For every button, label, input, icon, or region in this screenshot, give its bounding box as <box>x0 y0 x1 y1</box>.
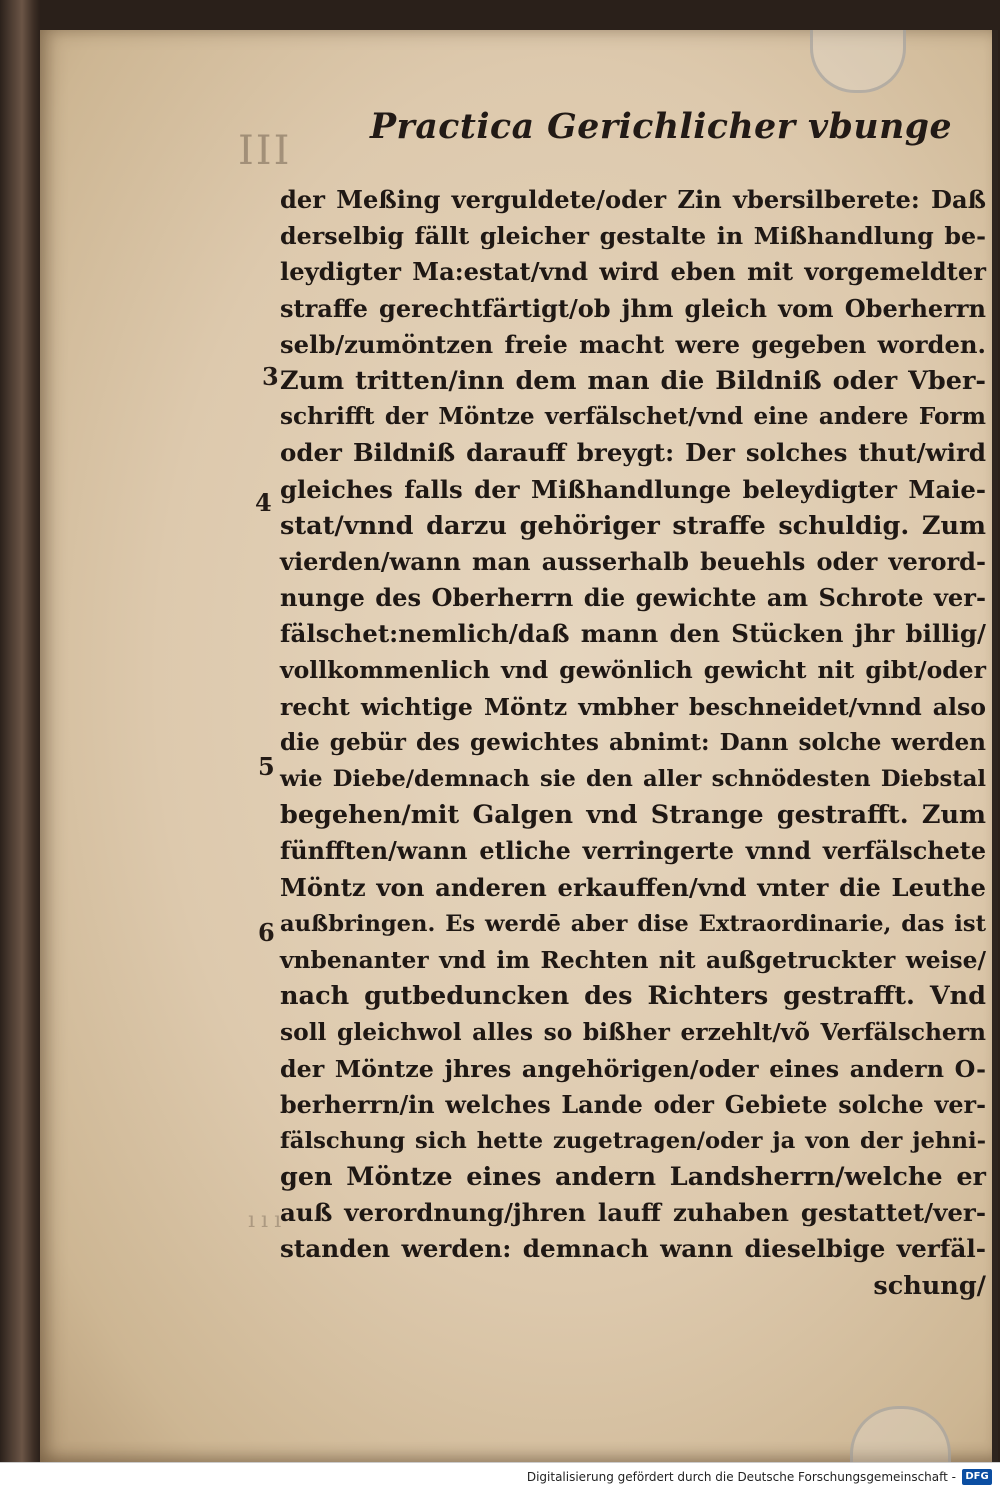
dfg-logo: DFG <box>962 1469 992 1485</box>
text-line: derselbig fällt gleicher gestalte in Mißhandlung be- <box>280 222 986 251</box>
body-text <box>280 182 986 1304</box>
text-line: Möntz von anderen erkauffen/vnd vnter die Leuthe <box>280 872 986 902</box>
text-line: vollkommenlich vnd gewönlich gewicht nit gibt/oder <box>280 656 986 685</box>
text-line: gleiches falls der Mißhandlunge beleydigter Maie- <box>280 474 986 504</box>
running-title: Practica Gerichlicher vbunge <box>370 106 953 147</box>
text-line: die gebür des gewichtes abnimt: Dann solche werden <box>280 728 986 756</box>
folio-number: III <box>238 128 292 174</box>
text-line: oder Bildniß darauff breygt: Der solches thut/wird <box>280 438 986 468</box>
text-line: stat/vnnd darzu gehöriger straffe schuldig. Zum <box>280 510 986 541</box>
text-line: gen Möntze eines andern Landsherrn/welche er <box>280 1162 986 1193</box>
text-line: straffe gerechtfärtigt/ob jhm gleich vom Oberherrn <box>280 293 986 323</box>
text-line: fünfften/wann etliche verringerte vnnd verfälschete <box>280 837 986 866</box>
text-line: recht wichtige Möntz vmbher beschneidet/vnnd also <box>280 692 986 721</box>
text-line: auß verordnung/jhren lauff zuhaben gestattet/ver- <box>280 1198 986 1228</box>
text-line: nach gutbeduncken des Richters gestrafft. Vnd <box>280 981 986 1012</box>
margin-number: 3 <box>262 362 279 391</box>
text-line: selb/zumöntzen freie macht were gegeben worden. <box>280 329 986 359</box>
page-clip-bottom <box>850 1406 951 1462</box>
text-line: der Meßing verguldete/oder Zin vbersilberete: Daß <box>280 185 986 214</box>
text-line: Zum tritten/inn dem man die Bildniß oder Vber- <box>280 365 986 396</box>
text-line: außbringen. Es werdē aber dise Extraordinarie, das ist <box>280 910 986 937</box>
page-edge <box>992 30 998 1462</box>
text-line: fälschung sich hette zugetragen/oder ja von der jehni- <box>280 1127 986 1154</box>
footer-bar <box>0 1462 1000 1492</box>
text-line: standen werden: demnach wann dieselbige verfäl- <box>280 1234 986 1264</box>
funding-credit: Digitalisierung gefördert durch die Deutsche Forschungsgemeinschaft - <box>526 1470 956 1484</box>
text-line: schrifft der Möntze verfälschet/vnd eine andere Form <box>280 403 986 431</box>
text-line: vierden/wann man ausserhalb beuehls oder verord- <box>280 546 986 576</box>
page-clip-top <box>810 30 906 93</box>
text-line: berherrn/in welches Lande oder Gebiete solche ver- <box>280 1090 986 1119</box>
text-line: vnbenanter vnd im Rechten nit außgetruckter weise/ <box>280 945 986 974</box>
text-line: leydigter Ma:estat/vnd wird eben mit vorgemeldter <box>280 257 986 287</box>
text-line: soll gleichwol alles so bißher erzehlt/võ Verfälschern <box>280 1018 986 1047</box>
text-line: nunge des Oberherrn die gewichte am Schrote ver- <box>280 583 986 613</box>
catchword: schung/ <box>873 1270 986 1301</box>
margin-number: 4 <box>255 488 272 517</box>
text-line: begehen/mit Galgen vnd Strange gestrafft. Zum <box>280 800 986 831</box>
margin-number: 5 <box>258 752 275 781</box>
text-line: fälschet:nemlich/daß mann den Stücken jhr billig/ <box>280 619 986 649</box>
text-line: wie Diebe/demnach sie den aller schnödesten Diebstal <box>280 766 986 792</box>
text-line: der Möntze jhres angehörigen/oder eines andern O- <box>280 1054 986 1083</box>
bleed-through-text: ııı <box>248 1208 288 1233</box>
margin-number: 6 <box>258 918 275 947</box>
